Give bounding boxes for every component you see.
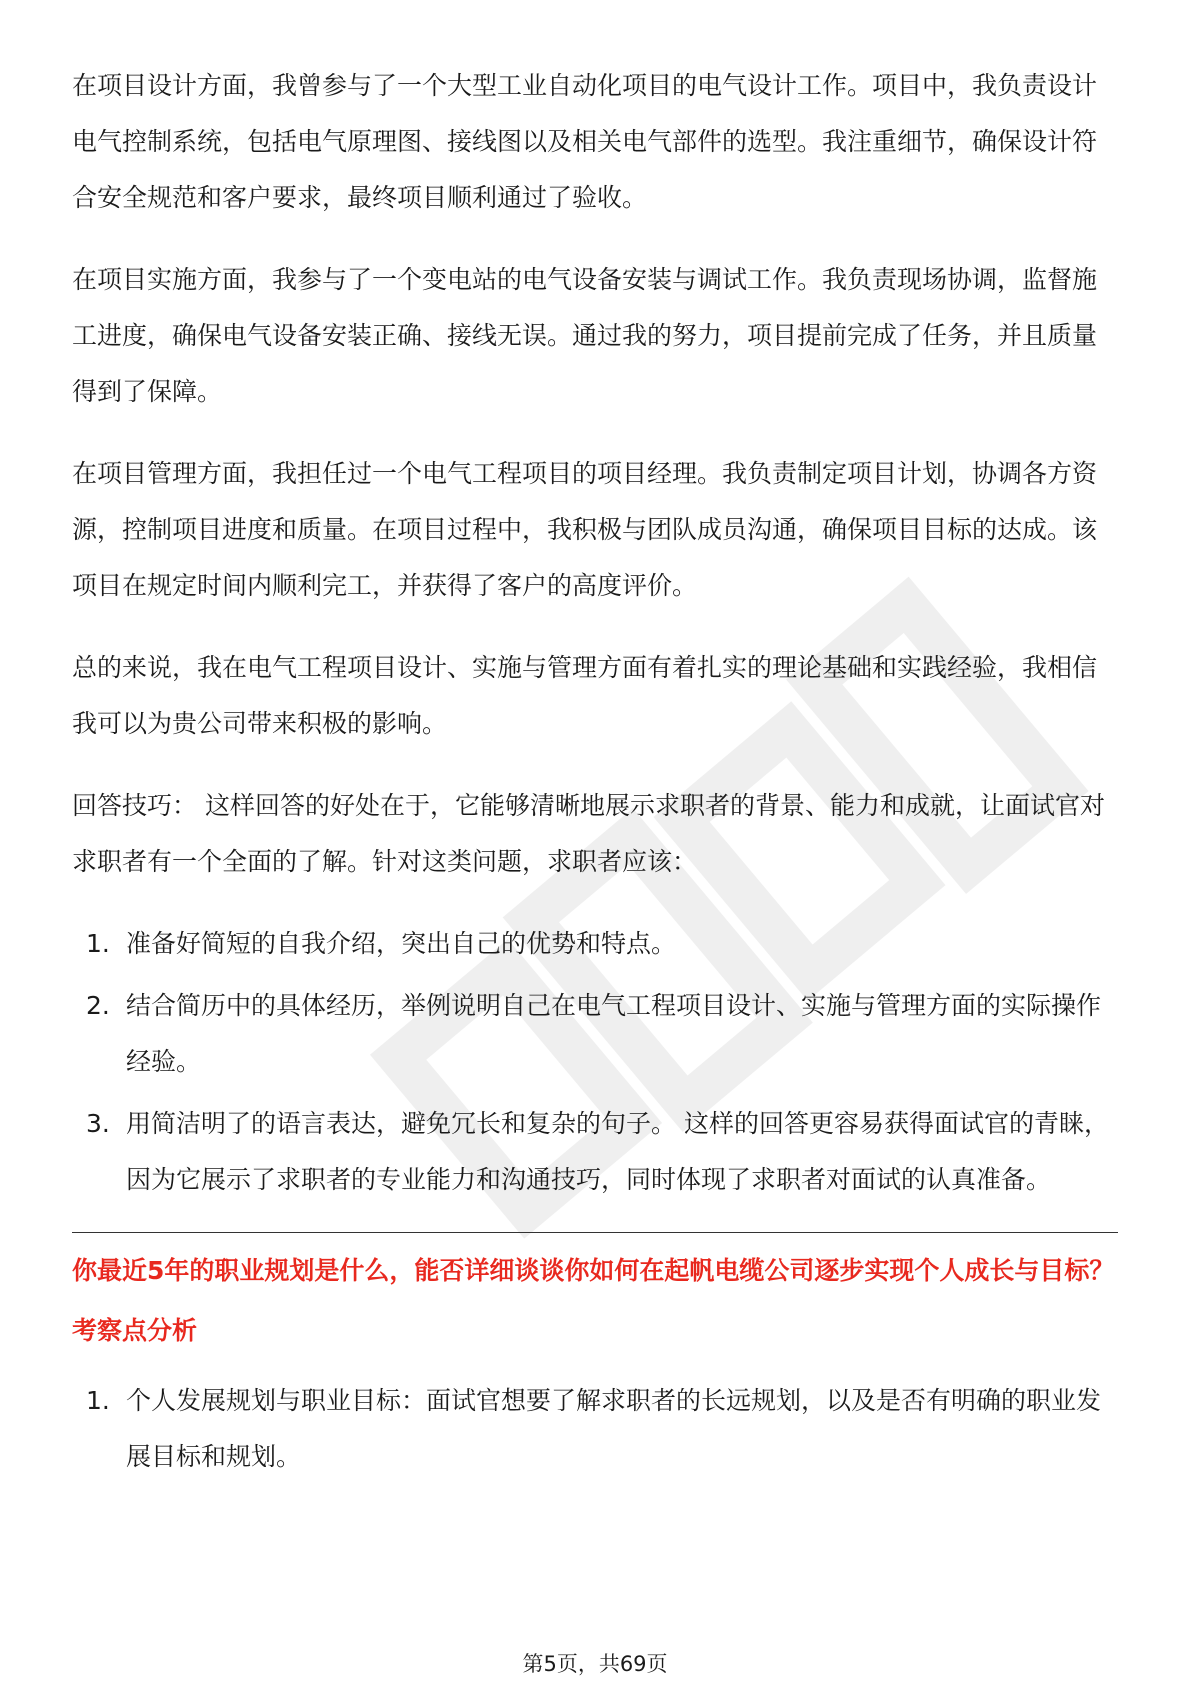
analysis-list — [72, 1373, 1118, 1485]
list-number: 2. — [86, 991, 110, 1020]
paragraph-management: 在项目管理方面，我担任过一个电气工程项目的项目经理。我负责制定项目计划，协调各方资源，控制项目进度和质量。在项目过程中，我积极与团队成员沟通，确保项目目标的达成。该项目在规定时间内顺利完工，并获得了客户的高度评价。 — [72, 459, 1098, 600]
list-item — [72, 1096, 1118, 1208]
paragraph-implementation: 在项目实施方面，我参与了一个变电站的电气设备安装与调试工作。我负责现场协调，监督施工进度，确保电气设备安装正确、接线无误。通过我的努力，项目提前完成了任务，并且质量得到了保障。 — [72, 265, 1098, 406]
document-page — [72, 58, 1118, 1491]
list-text: 个人发展规划与职业目标：面试官想要了解求职者的长远规划，以及是否有明确的职业发展目标和规划。 — [126, 1386, 1102, 1471]
list-text: 用简洁明了的语言表达，避免冗长和复杂的句子。 这样的回答更容易获得面试官的青睐，因为它展示了求职者的专业能力和沟通技巧，同时体现了求职者对面试的认真准备。 — [126, 1109, 1109, 1194]
analysis-title: 考察点分析 — [72, 1316, 198, 1345]
list-item — [72, 916, 1118, 972]
list-number: 3. — [86, 1109, 110, 1138]
list-item — [72, 1373, 1118, 1485]
list-number: 1. — [86, 1386, 110, 1415]
paragraph-summary: 总的来说，我在电气工程项目设计、实施与管理方面有着扎实的理论基础和实践经验，我相信我可以为贵公司带来积极的影响。 — [72, 653, 1098, 738]
section-divider — [72, 1232, 1118, 1233]
list-item — [72, 978, 1118, 1090]
paragraph-design: 在项目设计方面，我曾参与了一个大型工业自动化项目的电气设计工作。项目中，我负责设计电气控制系统，包括电气原理图、接线图以及相关电气部件的选型。我注重细节，确保设计符合安全规范和客户要求，最终项目顺利通过了验收。 — [72, 71, 1098, 212]
question-heading: 你最近5年的职业规划是什么，能否详细谈谈你如何在起帆电缆公司逐步实现个人成长与目标？ — [72, 1256, 1115, 1285]
paragraph-answer-tips: 回答技巧： 这样回答的好处在于，它能够清晰地展示求职者的背景、能力和成就，让面试官对求职者有一个全面的了解。针对这类问题，求职者应该： — [72, 791, 1105, 876]
list-text: 准备好简短的自我介绍，突出自己的优势和特点。 — [126, 929, 677, 958]
page-footer: 第5页，共69页 — [522, 1652, 668, 1676]
list-number: 1. — [86, 929, 110, 958]
tips-list — [72, 916, 1118, 1208]
list-text: 结合简历中的具体经历，举例说明自己在电气工程项目设计、实施与管理方面的实际操作经验。 — [126, 991, 1102, 1076]
